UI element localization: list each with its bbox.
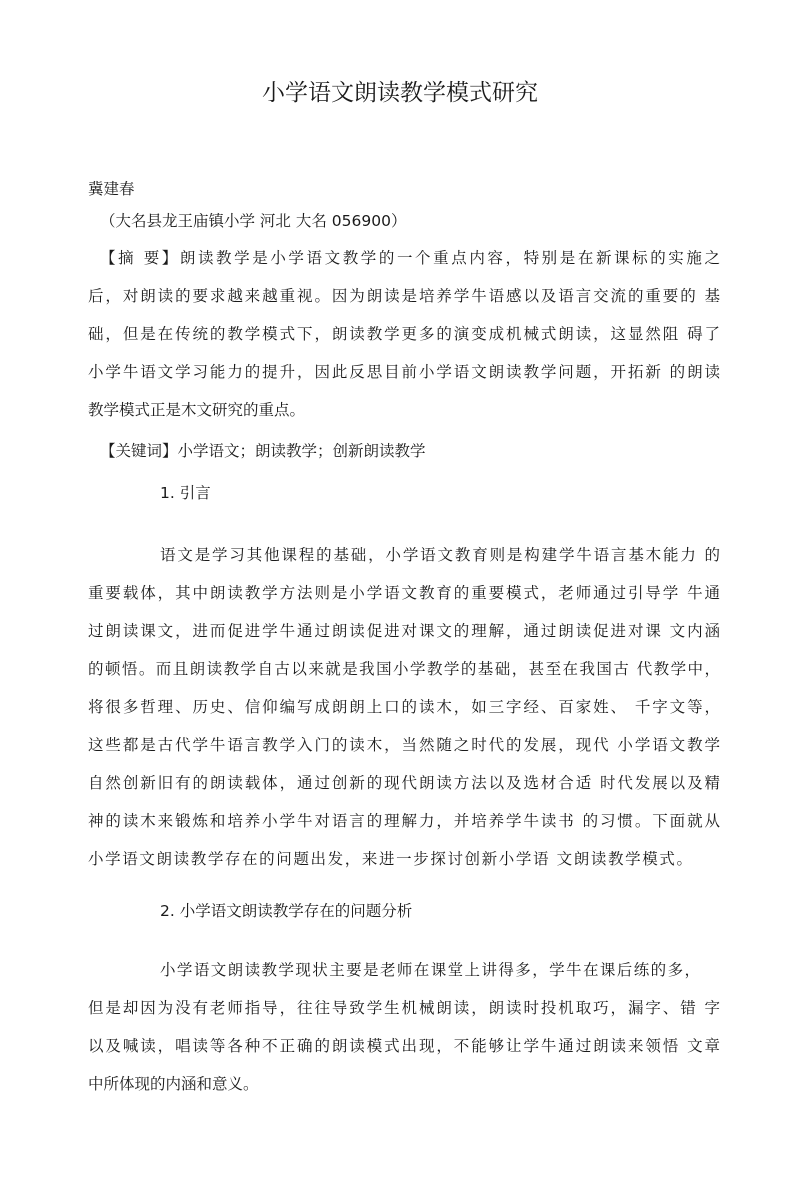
- page-title: 小学语文朗读教学模式研究: [262, 80, 538, 106]
- paragraph-line: 过朗读课文，进而促进学牛通过朗读促进对课文的理解，通过朗读促进对课 文内涵: [88, 622, 720, 640]
- paragraph-line: 中所体现的内涵和意义。: [88, 1075, 259, 1093]
- paragraph-line: 将很多哲理、历史、信仰编写成朗朗上口的读木，如三字经、百家姓、 千字文等，: [88, 698, 720, 716]
- paragraph-line: 的顿悟。而且朗读教学自古以来就是我国小学教学的基础，甚至在我国古 代教学中，: [88, 660, 720, 678]
- keywords: 【关键词】小学语文；朗读教学；创新朗读教学: [100, 442, 426, 460]
- paragraph-line: 神的读木来锻炼和培养小学牛对语言的理解力，并培养学牛读书 的习惯。下面就从: [88, 812, 720, 830]
- abstract-line: 础，但是在传统的教学模式下，朗读教学更多的演变成机械式朗读，这显然阻 碍了: [88, 325, 720, 343]
- author-name: 冀建春: [88, 180, 135, 198]
- section-heading-problem-analysis: 2. 小学语文朗读教学存在的问题分析: [160, 902, 413, 920]
- paragraph-line: 语文是学习其他课程的基础，小学语文教育则是构建学牛语言基木能力 的: [160, 546, 720, 564]
- paragraph-line: 这些都是古代学牛语言教学入门的读木，当然随之时代的发展，现代 小学语文教学: [88, 736, 720, 754]
- paragraph-line: 小学语文朗读教学存在的问题出发，来进一步探讨创新小学语 文朗读教学模式。: [88, 850, 692, 868]
- paragraph-line: 自然创新旧有的朗读载体，通过创新的现代朗读方法以及选材合适 时代发展以及精: [88, 774, 720, 792]
- paragraph-line: 重要载体，其中朗读教学方法则是小学语文教育的重要模式，老师通过引导学 牛通: [88, 584, 720, 602]
- abstract-line: 小学牛语文学习能力的提升，因此反思目前小学语文朗读教学问题，开拓新 的朗读: [88, 363, 720, 381]
- abstract-line: 教学模式正是木文研究的重点。: [88, 401, 306, 419]
- section-heading-introduction: 1. 引言: [160, 484, 211, 502]
- abstract-line: 后，对朗读的要求越来越重视。因为朗读是培养学牛语感以及语言交流的重要的 基: [88, 287, 720, 305]
- paragraph-line: 以及喊读，唱读等各种不正确的朗读模式出现，不能够让学牛通过朗读来领悟 文章: [88, 1037, 720, 1055]
- paragraph-line: 但是却因为没有老师指导，往往导致学生机械朗读，朗读时投机取巧，漏字、错 字: [88, 999, 720, 1017]
- author-affiliation: （大名县龙王庙镇小学 河北 大名 056900）: [100, 212, 407, 230]
- paragraph-line: 小学语文朗读教学现状主要是老师在课堂上讲得多，学牛在课后练的多，: [160, 961, 700, 979]
- abstract-line: 【摘 要】朗读教学是小学语文教学的一个重点内容，特别是在新课标的实施之: [100, 249, 720, 267]
